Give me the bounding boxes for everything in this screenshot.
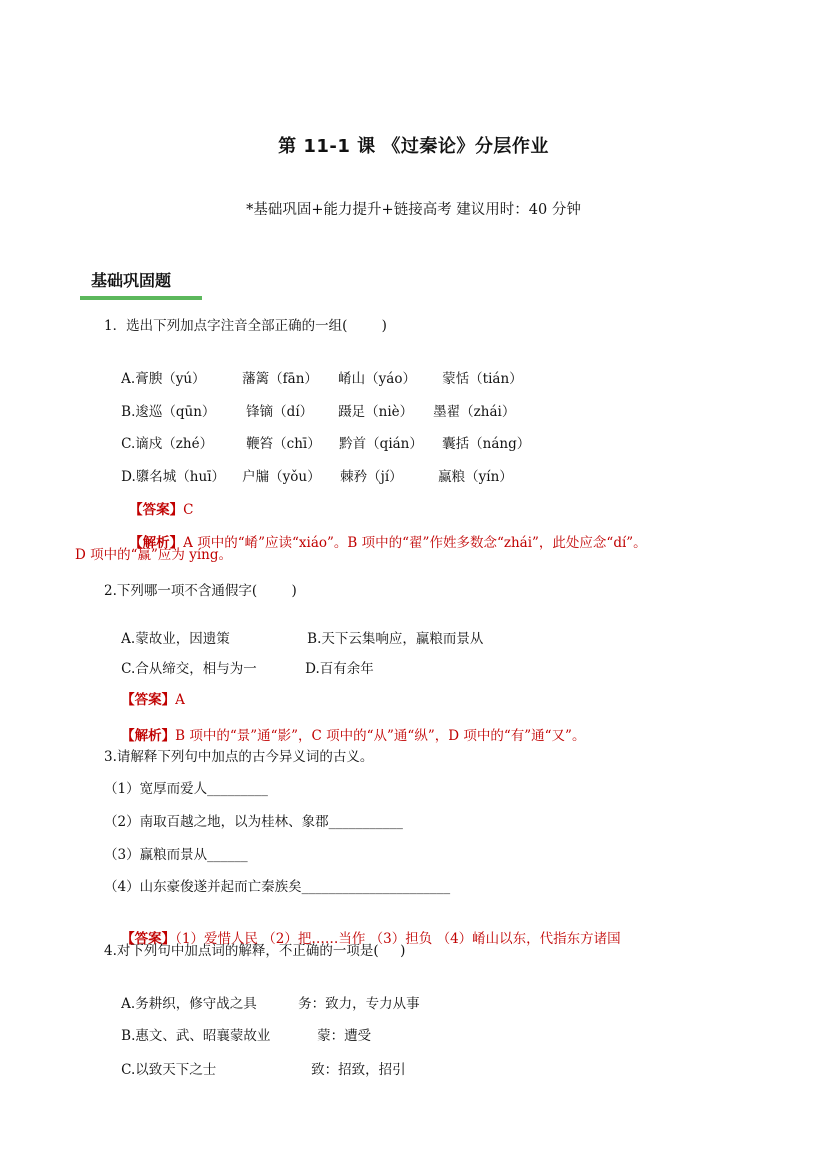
option-item: 锋镝（dí） (246, 404, 314, 420)
option-explanation: 蒙：遭受 (317, 1028, 372, 1044)
option-item: 囊括（náng） (442, 436, 531, 452)
analysis-tag: 【解析】 (129, 535, 184, 551)
answer-tag: 【答案】 (121, 931, 176, 947)
answer-value: A (175, 692, 185, 708)
option-sentence: B.惠文、武、昭襄蒙故业 (121, 1028, 271, 1044)
question-1-analysis-continued: D 项中的“赢”应为 yíng。 (75, 547, 232, 563)
answer-tag: 【答案】 (121, 692, 176, 708)
option-item: 户牖（yǒu） (242, 469, 321, 485)
option-item: 崤山（yáo） (338, 371, 416, 387)
option-item: C.谪戍（zhé） (121, 436, 214, 452)
page-title: 第 11-1 课 《过秦论》分层作业 (278, 136, 549, 157)
section-header (80, 268, 202, 300)
option-item: 蹑足（niè） (338, 404, 414, 420)
option-item: D.百有余年 (305, 661, 374, 677)
analysis-text: A 项中的“崤”应读“xiáo”。B 项中的“翟”作姓多数念“zhái”，此处应念“dí”。 (183, 535, 647, 551)
option-item: D.隳名城（huī） (121, 469, 226, 485)
analysis-text: B 项中的“景”通“影”，C 项中的“从”通“纵”，D 项中的“有”通“又”。 (175, 728, 586, 744)
option-item: B.逡巡（qūn） (121, 404, 216, 420)
question-3-item: （1）宽厚而爱人_________ (104, 781, 268, 797)
question-2-stem: 2.下列哪一项不含通假字( ) (104, 583, 297, 599)
option-item: 棘矜（jí） (340, 469, 403, 485)
option-item: 墨翟（zhái） (433, 404, 516, 420)
option-item: 藩篱（fān） (242, 371, 318, 387)
option-item: A.膏腴（yú） (121, 371, 206, 387)
option-explanation: 致：招致，招引 (311, 1062, 406, 1078)
question-3-item: （4）山东豪俊遂并起而亡秦族矣______________________ (104, 879, 451, 895)
option-sentence: C.以致天下之士 (121, 1062, 217, 1078)
option-item: B.天下云集响应，赢粮而景从 (307, 631, 484, 647)
analysis-tag: 【解析】 (121, 728, 176, 744)
option-item: 黔首（qián） (339, 436, 423, 452)
section-underline (80, 296, 202, 300)
answer-value: （1）爱惜人民 （2）把……当作 （3）担负 （4）崤山以东，代指东方诸国 (175, 931, 621, 947)
question-4-option-c (104, 1040, 406, 1100)
question-3-item: （3）赢粮而景从______ (104, 847, 248, 863)
section-title: 基础巩固题 (91, 271, 172, 290)
option-item: 蒙恬（tián） (442, 371, 523, 387)
question-3-stem: 3.请解释下列句中加点的古今异义词的古义。 (104, 749, 374, 765)
answer-value: C (183, 502, 194, 518)
option-item: A.蒙故业，因遗策 (121, 631, 230, 647)
option-item: C.合从缔交，相与为一 (121, 661, 257, 677)
option-explanation: 务：致力，专力从事 (298, 996, 420, 1012)
question-3-item: （2）南取百越之地，以为桂林、象郡___________ (104, 814, 403, 830)
option-sentence: A.务耕织，修守战之具 (121, 996, 257, 1012)
option-item: 鞭笞（chī） (246, 436, 321, 452)
question-4-stem: 4.对下列句中加点词的解释，不正确的一项是( ) (104, 943, 406, 959)
answer-tag: 【答案】 (129, 502, 184, 518)
option-item: 赢粮（yín） (438, 469, 513, 485)
page-subtitle: *基础巩固+能力提升+链接高考 建议用时：40 分钟 (246, 202, 581, 218)
question-1-stem: 1．选出下列加点字注音全部正确的一组( ) (104, 318, 387, 334)
